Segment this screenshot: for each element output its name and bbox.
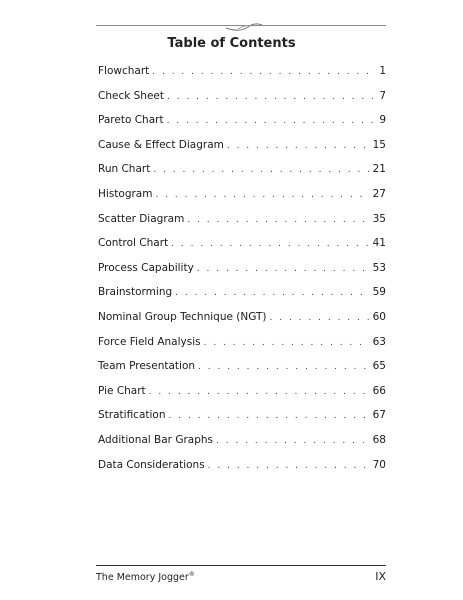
leader-dots <box>208 459 370 473</box>
toc-entry-page: 15 <box>372 138 386 151</box>
toc-entry[interactable] <box>98 212 386 237</box>
toc-entry[interactable] <box>98 89 386 114</box>
toc-entry-label: Pareto Chart <box>98 114 164 127</box>
ornament-icon <box>224 20 264 32</box>
toc-entry-page: 59 <box>372 286 386 299</box>
toc-entry-label: Nominal Group Technique (NGT) <box>98 310 267 323</box>
toc-entry-page: 67 <box>372 409 386 422</box>
leader-dots <box>171 237 369 251</box>
toc-entry[interactable] <box>98 433 386 458</box>
toc-entry[interactable] <box>98 408 386 433</box>
leader-dots <box>198 360 370 374</box>
leader-dots <box>270 311 370 325</box>
registered-mark: ® <box>188 571 195 578</box>
toc-entry-label: Process Capability <box>98 261 194 274</box>
toc-entry-label: Scatter Diagram <box>98 212 185 225</box>
toc-entry[interactable] <box>98 236 386 261</box>
toc-entry-page: 9 <box>379 114 386 127</box>
toc-entry[interactable] <box>98 261 386 286</box>
toc-entry-page: 70 <box>372 458 386 471</box>
leader-dots <box>175 286 369 300</box>
toc-entry-page: 27 <box>372 187 386 200</box>
toc-entry[interactable] <box>98 285 386 310</box>
toc-entry-page: 35 <box>372 212 386 225</box>
toc-entry-label: Control Chart <box>98 237 169 250</box>
toc-entry-page: 65 <box>372 360 386 373</box>
leader-dots <box>169 409 370 423</box>
toc-entry[interactable] <box>98 310 386 335</box>
leader-dots <box>167 114 377 128</box>
toc-entry-label: Data Considerations <box>98 458 205 471</box>
toc-entry-label: Team Presentation <box>98 360 196 373</box>
leader-dots <box>155 188 369 202</box>
toc-entry-page: 68 <box>372 433 386 446</box>
leader-dots <box>167 90 376 104</box>
toc-entry-label: Force Field Analysis <box>98 335 201 348</box>
toc-entry-page: 60 <box>372 310 386 323</box>
toc-entry[interactable] <box>98 113 386 138</box>
toc-entry[interactable] <box>98 359 386 384</box>
leader-dots <box>152 65 376 79</box>
leader-dots <box>197 262 370 276</box>
toc-entry-label: Histogram <box>98 187 153 200</box>
footer-page-number: IX <box>375 570 386 583</box>
toc-entry[interactable] <box>98 458 386 483</box>
toc-entry[interactable] <box>98 138 386 163</box>
toc-entry-page: 7 <box>379 89 386 102</box>
toc-entry[interactable] <box>98 335 386 360</box>
leader-dots <box>204 336 370 350</box>
toc-entry-page: 1 <box>379 65 386 77</box>
toc-entry-page: 66 <box>372 384 386 397</box>
book-title-text: The Memory Jogger <box>96 572 189 584</box>
toc-entry-label: Run Chart <box>98 163 151 176</box>
toc-entry-label: Flowchart <box>98 65 150 77</box>
toc-entry[interactable] <box>98 64 386 89</box>
page-title: Table of Contents <box>167 36 296 51</box>
toc-entry[interactable] <box>98 162 386 187</box>
toc-entry[interactable] <box>98 187 386 212</box>
toc-entry-page: 53 <box>372 261 386 274</box>
toc-entry-label: Additional Bar Graphs <box>98 433 214 446</box>
leader-dots <box>149 385 370 399</box>
toc-entry-label: Check Sheet <box>98 89 164 102</box>
leader-dots <box>187 213 369 227</box>
table-of-contents <box>98 64 386 482</box>
toc-entry[interactable] <box>98 384 386 409</box>
toc-entry-label: Cause & Effect Diagram <box>98 138 224 151</box>
leader-dots <box>216 434 370 448</box>
toc-entry-page: 21 <box>372 163 386 176</box>
leader-dots <box>153 163 369 177</box>
leader-dots <box>227 139 370 153</box>
toc-entry-page: 41 <box>372 237 386 250</box>
toc-entry-label: Pie Chart <box>98 384 146 397</box>
toc-entry-label: Stratification <box>98 409 166 422</box>
footer-rule <box>96 565 386 566</box>
footer-book-title <box>96 571 195 583</box>
toc-entry-page: 63 <box>372 335 386 348</box>
toc-entry-label: Brainstorming <box>98 286 173 299</box>
